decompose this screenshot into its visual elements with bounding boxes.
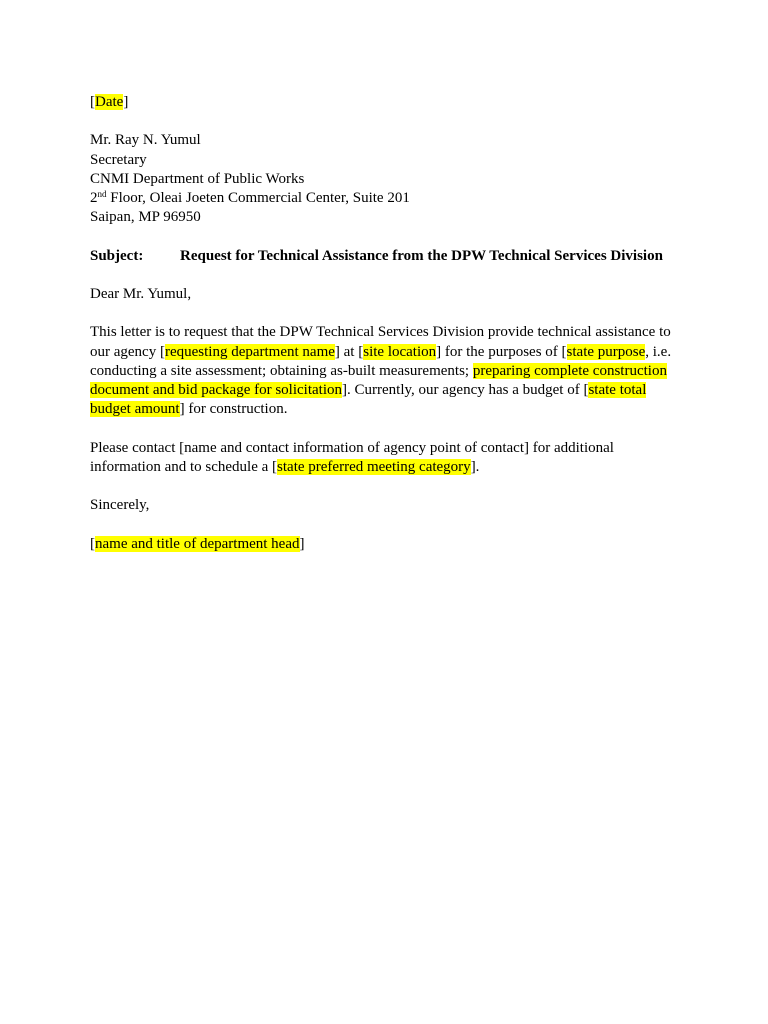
recipient-department: CNMI Department of Public Works <box>90 170 305 187</box>
body2-text-2: ]. <box>470 458 480 475</box>
body1-text-6: ] for construction. <box>179 401 288 418</box>
floor-number: 2 <box>90 190 98 206</box>
salutation: Dear Mr. Yumul, <box>90 285 192 302</box>
date-placeholder: Date <box>95 94 124 110</box>
site-location-placeholder: site location <box>363 343 437 360</box>
body1-text-3: ] for the purposes of [ <box>436 343 567 360</box>
body-paragraph-2 <box>90 439 682 477</box>
recipient-street-address <box>90 189 682 208</box>
subject-label: Subject: <box>90 247 144 264</box>
body1-text-1: This letter is to request that the DPW Technical Services Division provide technical assistance to our agency [ <box>90 324 671 360</box>
requesting-department-placeholder: requesting department name <box>164 343 335 360</box>
body1-text-5: ]. Currently, our agency has a budget of [ <box>342 381 589 398</box>
recipient-address-block <box>90 131 682 227</box>
signature-placeholder: name and title of department head <box>95 535 300 552</box>
subject-line <box>90 247 682 266</box>
signature-line: [name and title of department head] <box>90 535 305 552</box>
date-line: [Date] <box>90 94 129 110</box>
construction-document-placeholder: preparing complete construction document and bid package for solicitation <box>90 362 667 398</box>
state-purpose-placeholder: state purpose <box>566 343 646 360</box>
letter-body <box>90 93 682 554</box>
body1-text-2: ] at [ <box>334 343 364 360</box>
floor-suffix: nd <box>97 189 107 199</box>
recipient-name: Mr. Ray N. Yumul <box>90 132 201 149</box>
subject-text: Request for Technical Assistance from the DPW Technical Services Division <box>180 247 663 264</box>
budget-amount-placeholder: state total budget amount <box>90 381 647 418</box>
recipient-title: Secretary <box>90 151 147 168</box>
closing: Sincerely, <box>90 497 150 514</box>
body2-text-1: Please contact [name and contact information of agency point of contact] for additional information and to schedule a [ <box>90 439 614 475</box>
body-paragraph-1 <box>90 323 682 419</box>
recipient-city-line: Saipan, MP 96950 <box>90 209 201 226</box>
meeting-category-placeholder: state preferred meeting category <box>277 458 471 475</box>
body1-text-4: , i.e. conducting a site assessment; obtaining as-built measurements; <box>90 343 672 379</box>
address-rest: Floor, Oleai Joeten Commercial Center, Suite 201 <box>106 190 410 206</box>
